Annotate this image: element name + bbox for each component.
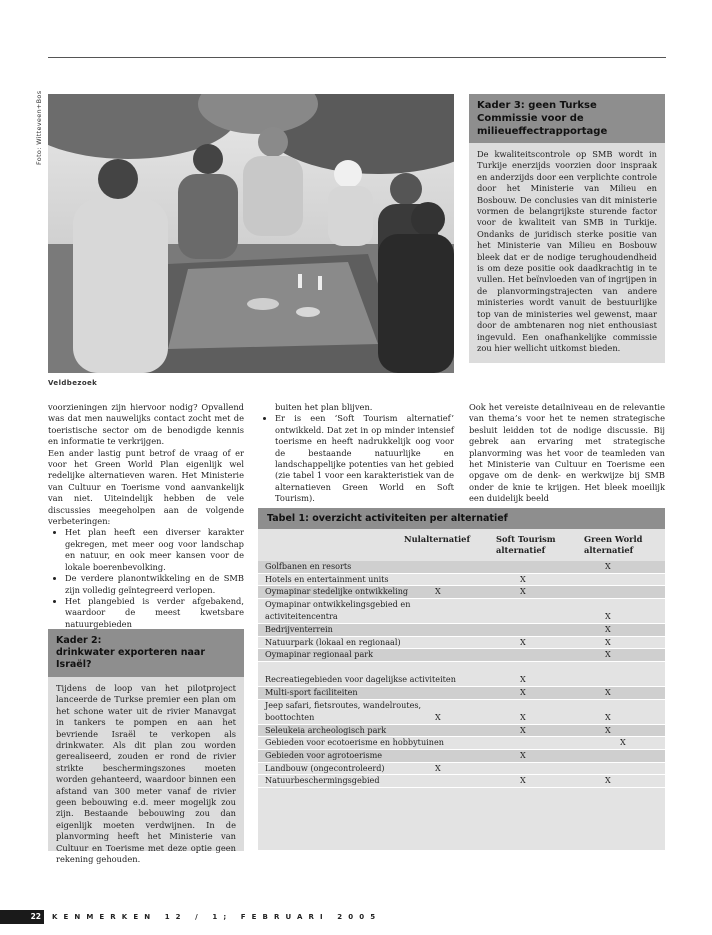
mark-soft: X xyxy=(520,749,526,760)
text-column-3 xyxy=(469,402,665,505)
mark-green: X xyxy=(605,712,611,723)
box-title-line: drinkwater exporteren naar Israël? xyxy=(56,647,206,670)
mark-soft: X xyxy=(520,636,526,647)
field-visit-photo xyxy=(48,94,454,373)
table-row xyxy=(258,700,665,725)
box-body: De kwaliteitscontrole op SMB wordt in Turkije enerzijds voorzien door inspraak en anderzijds door een verplichte controle door het Ministerie van Milieu en Bosbouw. De conclusies van dit ministerie vormen de belangrijkste sturende factor voor de kwaliteit van SMB in Turkije. Ondanks de juridisch sterke positie van het Ministerie van Milieu en Bosbouw bleek dat er de nodige terughoudendheid is om deze positie ook daadkrachtig in te vullen. Het beïnvloeden van of ingrijpen in de planvormingstrajecten van andere ministeries wordt vanuit de bestuurlijke top van de ministeries wel gewenst, maar door de ambtenaren nog niet enthousiast ingevuld. Een onafhankelijke commissie zou hier wellicht uitkomst bieden. xyxy=(477,149,657,353)
row-label: Natuurbeschermingsgebied xyxy=(265,775,380,786)
list-item: • Het plan heeft een diverser karakter gekregen, met meer oog voor landschap en natuur, en ook meer kansen voor de lokale boerenbevolking. xyxy=(65,527,244,573)
table-title: Tabel 1: overzicht activiteiten per alternatief xyxy=(258,508,665,529)
box-title: Kader 3: geen Turkse Commissie voor de milieueffectrapportage xyxy=(469,94,665,143)
mark-green: X xyxy=(605,775,611,786)
row-label: Golfbanen en resorts xyxy=(265,561,352,571)
column-header: Nulalternatief xyxy=(404,534,471,544)
text-column-2 xyxy=(258,402,454,505)
row-label: Bedrijventerrein xyxy=(265,623,333,634)
table-row xyxy=(258,662,665,687)
mark-soft: X xyxy=(520,724,526,735)
photo-caption: Veldbezoek xyxy=(48,379,98,387)
bullet-list xyxy=(258,413,454,504)
sidebar-box-kader2 xyxy=(48,629,244,865)
row-label: Natuurpark (lokaal en regionaal) xyxy=(265,636,401,647)
mark-green: X xyxy=(605,561,611,571)
running-title: KENMERKEN 12 / 1; FEBRUARI 2005 xyxy=(52,913,382,921)
list-item: • Er is een ‘Soft Tourism alternatief’ ontwikkeld. Dat zet in op minder intensief toerisme en heeft nadrukkelijk oog voor de bestaande natuurlijke en landschappelijke potenties van het gebied (zie tabel 1 voor een karakteristiek van de alternatieven Green World en Soft Tourism). xyxy=(275,413,454,504)
mark-green: X xyxy=(605,623,611,634)
column-header: Green World alternatief xyxy=(584,534,643,555)
mark-soft: X xyxy=(520,586,526,597)
mark-soft: X xyxy=(520,712,526,723)
mark-green: X xyxy=(605,649,611,660)
mark-soft: X xyxy=(520,573,526,584)
row-label: Gebieden voor agrotoerisme xyxy=(265,749,383,760)
top-rule xyxy=(48,57,666,58)
mark-nul: X xyxy=(435,712,441,723)
bullet-list xyxy=(48,527,244,630)
mark-nul: X xyxy=(435,586,441,597)
sidebar-box-kader3 xyxy=(469,94,665,363)
activities-table xyxy=(258,508,665,850)
page-number: 22 xyxy=(0,910,44,924)
mark-green: X xyxy=(605,686,611,697)
row-label: Oymapinar ontwikkelingsgebied en activiteitencentra xyxy=(265,598,411,622)
mark-green: X xyxy=(605,724,611,735)
photo-credit: Foto: Witteveen+Bos xyxy=(35,90,43,165)
table-header xyxy=(258,529,665,561)
paragraph: Ook het vereiste detailniveau en de relevantie van thema’s voor het te nemen strategische besluit leidden tot de nodige discussie. Bij gebrek aan ervaring met strategische planvorming was het voor de teamleden van het Ministerie van Cultuur en Toerisme een opgave om de denk- en werkwijze bij SMB onder de knie te krijgen. Het bleek moeilijk een duidelijk beeld xyxy=(469,402,665,504)
text-column-1 xyxy=(48,402,244,630)
box-body: Tijdens de loop van het pilotproject lanceerde de Turkse premier een plan om het schone water uit de rivier Manavgat in tankers te pompen en aan het bevriende Israël te verkopen als drinkwater. Als dit plan zou worden gerealiseerd, zouden er rond de rivier strikte beschermingszones moeten worden gehanteerd, waardoor binnen een afstand van 300 meter vanaf de rivier geen bebouwing e.d. meer mogelijk zou zijn. Bestaande bebouwing zou dan eigenlijk moeten verdwijnen. In de planvorming heeft het Ministerie van Cultuur en Toerisme met deze optie geen rekening gehouden. xyxy=(56,683,236,865)
mark-soft: X xyxy=(520,775,526,786)
mark-nul: X xyxy=(435,762,441,773)
mark-green: X xyxy=(605,611,611,622)
column-header: Soft Tourism alternatief xyxy=(496,534,556,555)
row-label: Multi-sport faciliteiten xyxy=(265,686,358,697)
mark-green: X xyxy=(605,636,611,647)
table-body xyxy=(258,561,665,788)
box-title-line: Kader 2: xyxy=(56,635,102,646)
mark-soft: X xyxy=(520,686,526,697)
paragraph: Een ander lastig punt betrof de vraag of er voor het Green World Plan eigenlijk wel redelijke alternatieven waren. Het Ministerie van Cultuur en Toerisme vond aanvankelijk van niet. Uiteindelijk hebben de vele discussies meegeholpen aan de volgende verbeteringen: xyxy=(48,447,244,527)
paragraph: voorzieningen zijn hiervoor nodig? Opvallend was dat men nauwelijks contact zocht met de toeristische sector om de benodigde kennis en informatie te verkrijgen. xyxy=(48,402,244,447)
row-label: Gebieden voor ecotoerisme en hobbytuinen xyxy=(265,737,444,748)
box-title xyxy=(48,629,244,677)
paragraph: buiten het plan blijven. xyxy=(275,402,373,412)
table-row xyxy=(258,775,665,788)
row-label: Jeep safari, fietsroutes, wandelroutes, boottochten xyxy=(265,699,422,723)
mark-green: X xyxy=(620,737,626,748)
row-label: Seleukeia archeologisch park xyxy=(265,724,387,735)
row-label: Landbouw (ongecontroleerd) xyxy=(265,762,385,773)
mark-soft: X xyxy=(520,674,526,685)
list-item: • De verdere planontwikkeling en de SMB zijn volledig geïntegreerd verlopen. xyxy=(65,573,244,596)
table-row xyxy=(258,649,665,662)
list-item: • Het plangebied is verder afgebakend, waardoor de meest kwetsbare natuurgebieden xyxy=(65,596,244,630)
row-label: Oymapinar stedelijke ontwikkeling xyxy=(265,586,409,597)
table-row xyxy=(258,599,665,624)
row-label: Recreatiegebieden voor dagelijkse activiteiten xyxy=(265,674,456,685)
row-label: Hotels en entertainment units xyxy=(265,573,389,584)
row-label: Oymapinar regionaal park xyxy=(265,649,374,660)
